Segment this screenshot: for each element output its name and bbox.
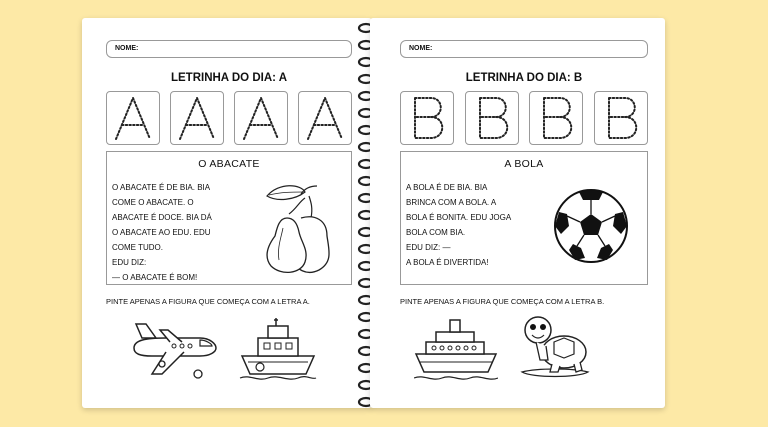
tracing-letter-a[interactable] — [298, 91, 352, 145]
name-label: NOME: — [115, 45, 139, 52]
story-box — [106, 151, 352, 285]
day-title: LETRINHA DO DIA: A — [170, 72, 288, 84]
story-line: COME TUDO. — [112, 243, 163, 252]
tracing-letter-b[interactable] — [400, 91, 454, 145]
story-line: O ABACATE AO EDU. EDU — [112, 228, 211, 237]
tracing-row — [106, 91, 352, 145]
name-field[interactable] — [106, 40, 352, 58]
turtle-icon[interactable] — [518, 310, 592, 382]
name-field[interactable] — [400, 40, 648, 58]
story-line: BOLA COM BIA. — [406, 228, 466, 237]
tracing-letter-a[interactable] — [170, 91, 224, 145]
soccer-ball-icon — [551, 186, 631, 266]
story-text — [112, 180, 212, 285]
story-line: O ABACATE É DE BIA. BIA — [112, 183, 211, 192]
story-title: O ABACATE — [198, 158, 260, 170]
tracing-letter-a[interactable] — [106, 91, 160, 145]
boat-icon[interactable] — [238, 316, 318, 382]
story-title: A BOLA — [504, 158, 544, 170]
day-title: LETRINHA DO DIA: B — [465, 72, 583, 84]
instruction-text: PINTE APENAS A FIGURA QUE COMEÇA COM A LETRA A. — [106, 297, 310, 306]
story-line: A BOLA É DE BIA. BIA — [406, 183, 488, 192]
name-label: NOME: — [409, 45, 433, 52]
story-box — [400, 151, 648, 285]
story-line: — O ABACATE É BOM! — [112, 273, 198, 282]
story-line: ABACATE É DOCE. BIA DÁ — [112, 213, 212, 222]
tracing-letter-a[interactable] — [234, 91, 288, 145]
story-line: EDU DIZ: — — [406, 243, 451, 252]
tracing-letter-b[interactable] — [594, 91, 648, 145]
tracing-letter-b[interactable] — [529, 91, 583, 145]
ship-icon[interactable] — [414, 316, 498, 382]
story-line: EDU DIZ: — [112, 258, 147, 267]
story-line: COME O ABACATE. O — [112, 198, 194, 207]
tracing-letter-b[interactable] — [465, 91, 519, 145]
airplane-icon[interactable] — [126, 316, 220, 382]
tracing-row — [400, 91, 648, 145]
avocado-pair-icon — [239, 178, 344, 278]
story-line: BRINCA COM A BOLA. A — [406, 198, 497, 207]
story-line: BOLA É BONITA. EDU JOGA — [406, 213, 512, 222]
story-text — [406, 180, 511, 270]
worksheet-page-b — [370, 18, 665, 408]
story-line: A BOLA É DIVERTIDA! — [406, 258, 489, 267]
worksheet-page-a — [82, 18, 372, 408]
instruction-text: PINTE APENAS A FIGURA QUE COMEÇA COM A LETRA B. — [400, 297, 605, 306]
